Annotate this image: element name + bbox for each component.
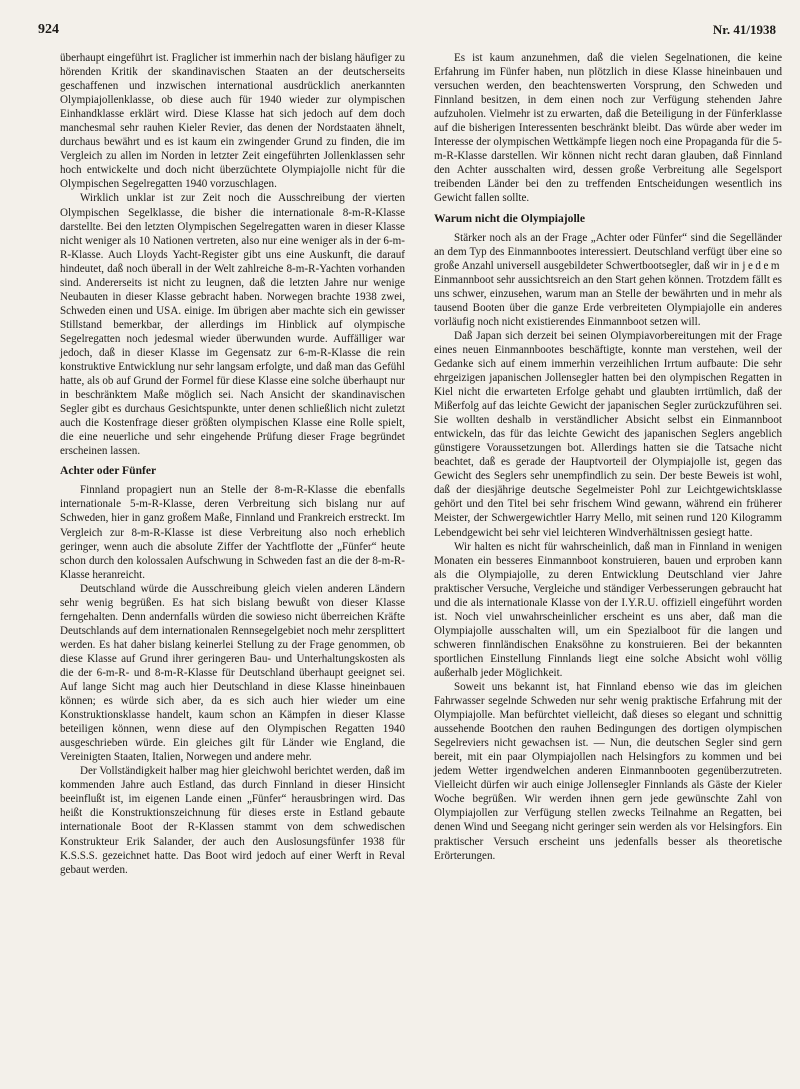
- paragraph: Daß Japan sich derzeit bei seinen Olympiavorbereitungen mit der Frage eines neuen Einmannbootes beschäftigte, konnte man verstehen, weil der Gedanke sich auf einem immerhin verzeihlichen Irrtum aufbaute: Die sehr ehrgeizigen japanischen Jollensegler hatten bei den olympischen Regatten in Kiel nicht die erwarteten Erfolge gehabt und glaubten irrtümlich, daß der Mißerfolg auf das leichte Gewicht der japanischen Segler zurückzuführen sei. Sie wollten deshalb in verständlicher Absicht selbst ein Einmannboot entwickeln, das für das leichte Gewicht des japanischen Seglers angeblich günstigere Voraussetzungen bot. Allerdings hatten sie die Tatsache nicht beachtet, daß es gerade der Hauptvorteil der Olympiajolle ist, gegen das Gewicht des Seglers sehr unempfindlich zu sein. Der beste Beweis ist wohl, daß der diesjährige deutsche Segelmeister Pohl zur Leichtgewichtsklasse gehört und den Titel bei sehr frischem Wind gewann, während ein früherer Meister, der Schwergewichtler Harry Mello, mit seinen rund 120 Kilogramm Lebendgewicht bei sehr viel leichteren Windverhältnissen gesiegt hatte.: [434, 329, 782, 539]
- paragraph-text: Stärker noch als an der Frage „Achter oder Fünfer“ sind die Segelländer an dem Typ des Einmannbootes interessiert. Deutschland verfügt über eine so große Anzahl universell ausgebildeter Schwertbootsegler, daß wir in: [434, 231, 782, 272]
- paragraph: Soweit uns bekannt ist, hat Finnland ebenso wie das im gleichen Fahrwasser segelnde Schweden nur sehr wenig praktische Erfahrung mit der Olympiajolle. Man befürchtet vielleicht, daß dieses so elegant und schnittig aussehende Bootchen den rauhen Bedingungen des dortigen olympischen Segelreviers nicht gewachsen ist. — Nun, die deutschen Segler sind gern bereit, mit ein paar Olympiajollen nach Helsingfors zu kommen und bei jedem Wetter irgendwelchen anderen Einmannbooten gegenüberzutreten. Vielleicht dürfen wir auch einige Jollensegler Finnlands als Gäste der Kieler Woche begrüßen. Wir werden ihnen gern jede gewünschte Zahl von Olympiajollen zur Verfügung stellen zwecks Teilnahme an Regatten, bei denen Wind und Seegang nicht geringer sein werden als vor Helsingfors. Ein praktischer Versuch erscheint uns jedenfalls besser als theoretische Erörterungen.: [434, 681, 782, 862]
- paragraph: [434, 231, 782, 329]
- paragraph: Es ist kaum anzunehmen, daß die vielen Segelnationen, die keine Erfahrung im Fünfer haben, nun plötzlich in diese Klasse hineinbauen und versuchen werden, den beachtenswerten Vorsprung, den Schweden und Finnland besitzen, in dem einen noch zur Verfügung stehenden Jahre aufzuholen. Vielmehr ist zu erwarten, daß die Beteiligung in der Fünferklasse auf die bisherigen Interessenten beschränkt bleibt. Das würde aber weder im Interesse der olympischen Wettkämpfe liegen noch eine Propaganda für die 5-m-R-Klasse darstellen. Wir können nicht recht daran glauben, daß Finnland den Achter ausschalten wird, dessen große Verbreitung alle Segelsport treibenden Länder bei den zu treffenden Entscheidungen wesentlich ins Gewicht fallen sollte.: [434, 52, 782, 205]
- paragraph: Deutschland würde die Ausschreibung gleich vielen anderen Ländern sehr wenig begrüßen. Es hat sich bislang bewußt von dieser Klasse ferngehalten. Denn andernfalls würden die sowieso nicht überreichen Kräfte Deutschlands auf dem internationalen Rennsegelgebiet noch mehr zersplittert werden. Es hat daher bislang keinerlei Stellung zu der Frage genommen, ob diese Klasse auf Grund ihrer geringeren Bau- und Unterhaltungskosten als die der 6-m-R- und 8-m-R-Klasse für Deutschland überhaupt geeignet sei. Auf lange Sicht mag auch hier Deutschland in diese Klasse hineinbauen können; es würde sich aber, da es sich auch hier wieder um eine Konstruktionsklasse handelt, kaum schon an Kämpfen in dieser Klasse beteiligen können, wenn diese auf den Olympischen Regatten 1940 ausgeschrieben würde. Ein gleiches gilt für Länder wie England, die Vereinigten Staaten, Italien, Norwegen und andere mehr.: [60, 582, 405, 764]
- paragraph: überhaupt eingeführt ist. Fraglicher ist immerhin nach der bislang häufiger zu hörenden Kritik der skandinavischen Staaten an der deutscherseits geschaffenen und inzwischen international ausdrücklich anerkannten Olympiajollenklasse, ob diese auch für 1940 wieder zur olympischen Einhandklasse erklärt wird. Diese Klasse hat sich jedoch auf dem doch manchesmal sehr rauhen Kieler Revier, das denen der Nordstaaten ähnelt, durchaus bewährt und es ist kaum ein zwingender Grund zu finden, die im Vergleich zu allen im Norden in letzter Zeit eingeführten Jollenklassen sehr hoch entwickelte und doch nicht überzüchtete Olympiajolle nicht für die Olympischen Segelregatten 1940 vorzuschlagen.: [60, 52, 405, 191]
- right-column: [434, 51, 782, 863]
- section-heading: Achter oder Fünfer: [60, 464, 157, 478]
- paragraph-text: Einmannboot sehr aussichtsreich an den Start gehen können. Trotzdem fällt es uns schwer, einzusehen, warum man an Stelle der bewährten und in mehr als tausend Booten über die ganze Erde verbreiteten Olympiajolle ein anderes vorläufig noch nicht existierendes Einmannboot setzen will.: [434, 273, 782, 328]
- page-header: [38, 22, 776, 42]
- page-number: 924: [38, 22, 59, 37]
- paragraph: Finnland propagiert nun an Stelle der 8-m-R-Klasse die ebenfalls internationale 5-m-R-Klasse, deren Verbreitung sich bislang nur auf Schweden, hier in ganz großem Maße, Finnland und Frankreich erstreckt. Im Vergleich zur 8-m-R-Klasse ist diese Verbreitung also noch erheblich geringer, wenn auch die absolute Ziffer der Yachtflotte der „Fünfer“ heute schon durch den kolossalen Aufschwung in Schweden fast an die der 8-m-R-Klasse heranreicht.: [60, 484, 405, 581]
- paragraph: Wirklich unklar ist zur Zeit noch die Ausschreibung der vierten Olympischen Segelklasse, die bisher die internationale 8-m-R-Klasse darstellte. Bei den letzten Olympischen Segelregatten waren in dieser Klasse nicht weniger als 10 Nationen vertreten, also nur eine weniger als in der 6-m-R-Klasse. Auch Lloyds Yacht-Register gibt uns eine Auskunft, die darauf hindeutet, daß noch überall in der Welt zahlreiche 8-m-R-Yachten vorhanden sind. Andererseits ist nicht zu leugnen, daß die letzten Jahre nur wenige Neubauten in dieser Klasse gebracht haben. Norwegen brachte 1938 zwei, Schweden einen und USA. einige. Im übrigen aber machte sich ein gewisser Stillstand bemerkbar, der allerdings im Hinblick auf olympische Segelregatten noch jedesmal wieder überwunden wurde. Auffälliger war jedoch, daß in dieser Klasse im Gegensatz zur 6-m-R-Klasse die rein konstruktive Entwicklung nur sehr langsam erfolgte, und daß man das Gefühl hatte, als ob auf Grund der Formel für diese Klasse eine solche überhaupt nur in beschränktem Maße möglich sei. Nach Ansicht der skandinavischen Segler gibt es durchaus Gesichtspunkte, unter denen schließlich nicht zuletzt auch die Kostenfrage dieser größten olympischen Klasse eine Rolle spielt, die eine neuerliche und sehr eingehende Prüfung dieser Frage begründet erscheinen lassen.: [60, 192, 405, 458]
- issue-number: Nr. 41/1938: [712, 22, 776, 37]
- paragraph: Der Vollständigkeit halber mag hier gleichwohl berichtet werden, daß im kommenden Jahre auch Estland, das durch Finnland in dieser Hinsicht beeinflußt ist, im eigenen Lande einen „Fünfer“ herausbringen wird. Das heißt die Konstruktionszeichnung für dieses erste in Estland gebaute internationale Boot der R-Klassen stammt von dem schwedischen Konstrukteur Erik Salander, der auch den Auslosungsfünfer 1938 für K.S.S.S. gezeichnet hatte. Das Boot wird jedoch auf einer Werft in Reval gebaut werden.: [60, 765, 405, 876]
- paragraph: Wir halten es nicht für wahrscheinlich, daß man in Finnland in wenigen Monaten ein besseres Einmannboot konstruieren, bauen und erproben kann als die Olympiajolle, zu deren Entwicklung Deutschland vier Jahre praktischer Versuche, Vergleiche und ständiger Verbesserungen gebraucht hat und die als internationale Klasse von der I.Y.R.U. offiziell eingeführt worden ist. Noch viel unwahrscheinlicher erscheint es uns aber, daß man die Olympiajolle ausschalten will, um ein Spezialboot für die langen und schweren finnländischen Enaksöhne zu konstruieren. Bei der bekannten sportlichen Einstellung Finnlands liegt eine solche Absicht wohl völlig außerhalb jeder Möglichkeit.: [434, 540, 782, 679]
- emphasized-word: jedem: [742, 259, 782, 272]
- section-heading: Warum nicht die Olympiajolle: [434, 211, 586, 225]
- left-column: [60, 51, 405, 877]
